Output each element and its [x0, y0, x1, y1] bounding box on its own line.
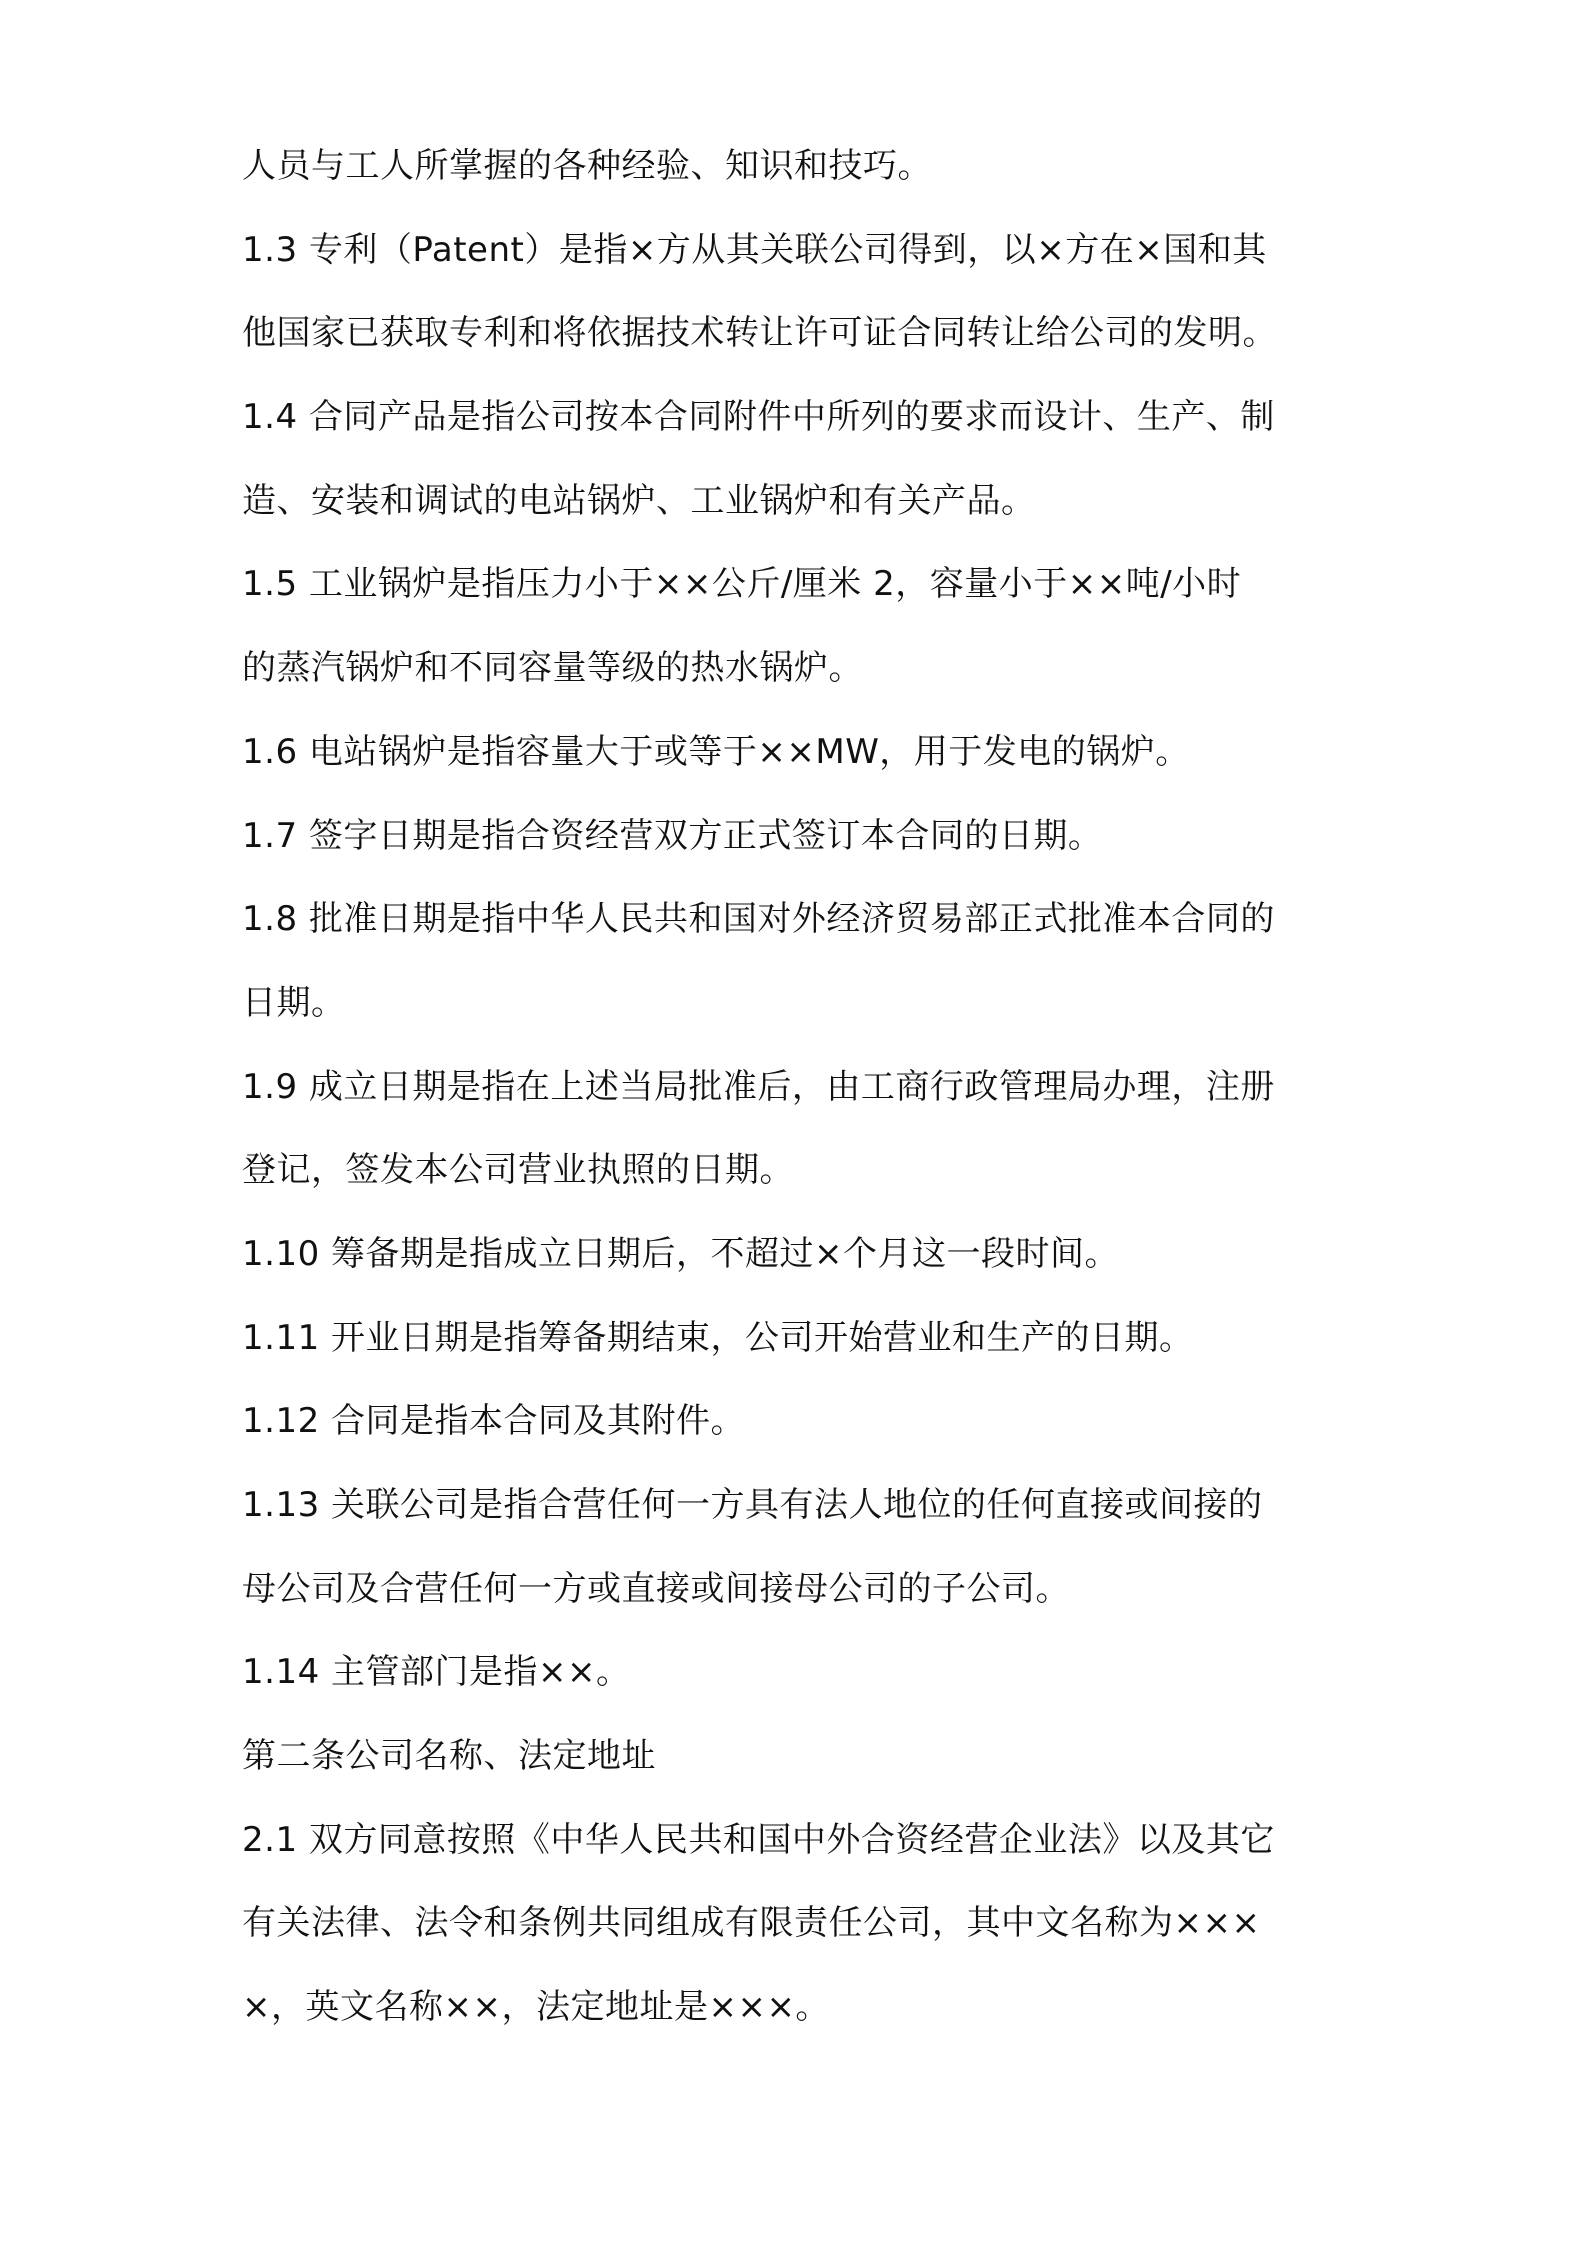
text-line: 日期。: [242, 982, 346, 1023]
text-line: 1.13 关联公司是指合营任何一方具有法人地位的任何直接或间接的: [242, 1485, 1263, 1525]
text-line: 1.5 工业锅炉是指压力小于××公斤/厘米 2，容量小于××吨/小时: [242, 564, 1242, 605]
text-line: 母公司及合营任何一方或直接或间接母公司的子公司。: [242, 1568, 1070, 1609]
text-line: 1.3 专利（Patent）是指×方从其关联公司得到，以×方在×国和其: [242, 229, 1267, 270]
text-line: 的蒸汽锅炉和不同容量等级的热水锅炉。: [242, 648, 863, 689]
text-line: ×，英文名称××，法定地址是×××。: [242, 1987, 830, 2028]
text-line: 1.6 电站锅炉是指容量大于或等于××MW，用于发电的锅炉。: [242, 731, 1190, 772]
text-line: 造、安装和调试的电站锅炉、工业锅炉和有关产品。: [242, 480, 1036, 521]
text-line: 他国家已获取专利和将依据技术转让许可证合同转让给公司的发明。: [242, 313, 1277, 354]
text-line: 人员与工人所掌握的各种经验、知识和技巧。: [242, 146, 932, 186]
section-heading: 第二条公司名称、法定地址: [242, 1736, 656, 1777]
text-line: 1.10 筹备期是指成立日期后，不超过×个月这一段时间。: [242, 1233, 1119, 1274]
text-line: 1.4 合同产品是指公司按本合同附件中所列的要求而设计、生产、制: [242, 397, 1275, 438]
text-line: 1.7 签字日期是指合资经营双方正式签订本合同的日期。: [242, 815, 1103, 856]
text-line: 1.11 开业日期是指筹备期结束，公司开始营业和生产的日期。: [242, 1317, 1194, 1358]
document-body: [242, 125, 1367, 2050]
text-line: 2.1 双方同意按照《中华人民共和国中外合资经营企业法》以及其它: [242, 1819, 1275, 1860]
text-line: 1.12 合同是指本合同及其附件。: [242, 1401, 746, 1442]
text-line: 登记，签发本公司营业执照的日期。: [242, 1150, 794, 1191]
text-line: 1.14 主管部门是指××。: [242, 1652, 631, 1693]
text-line: 1.9 成立日期是指在上述当局批准后，由工商行政管理局办理，注册: [242, 1066, 1275, 1107]
text-line: 有关法律、法令和条例共同组成有限责任公司，其中文名称为×××: [242, 1903, 1261, 1944]
text-line: 1.8 批准日期是指中华人民共和国对外经济贸易部正式批准本合同的: [242, 899, 1275, 940]
